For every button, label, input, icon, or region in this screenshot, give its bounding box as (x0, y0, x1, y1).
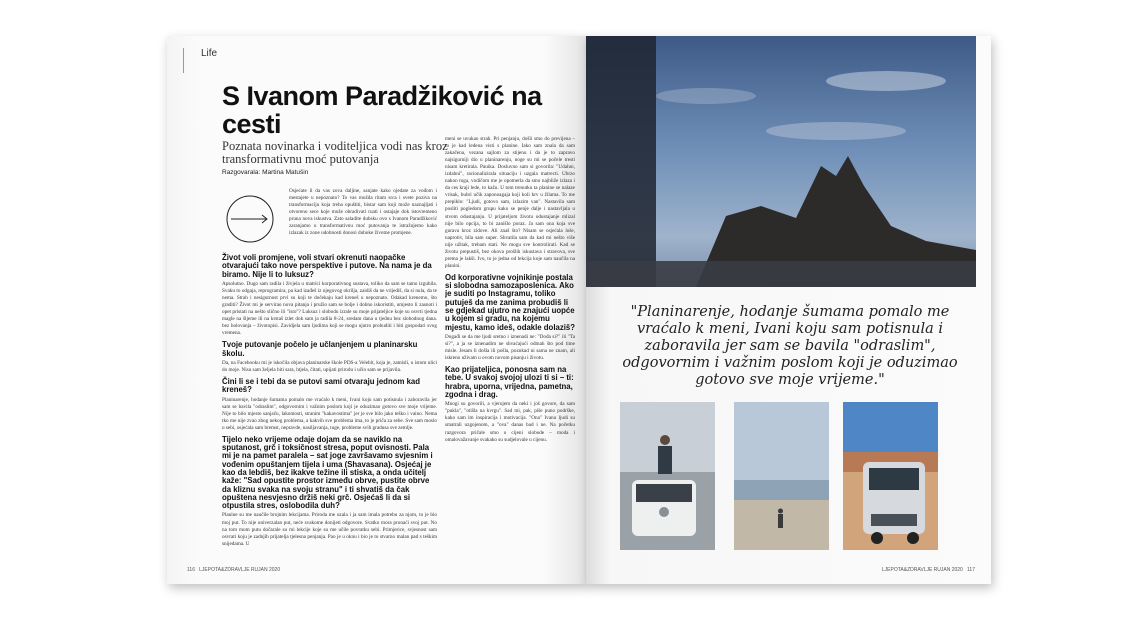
question-heading: Od korporativne vojnikinje postala si slobodna samozaposlenica. Ako je suditi po Instagramu, toliko putuješ da me zanima probudiš li se gdjekad ujutro ne znajući uopće u kojem si gradu, na kojemu mjestu, kamo ideš, odakle dolaziš? (445, 272, 575, 332)
article-subtitle: Poznata novinarka i voditeljica vodi nas kroz transformativnu moć putovanja (222, 139, 448, 166)
byline: Razgovarala: Martina Matušin (222, 169, 309, 176)
question-heading: Tijelo neko vrijeme odaje dojam da se naviklo na sputanost, grč i toksičnost stresa, poput ovisnosti. Pala mi je na pamet paralela – sat joge završavamo svjesnim i vođenim opuštanjem tijela i uma (Shavasana). Osjećaj je kao da lebdiš, bez ikakve težine ili stiska, a onda učitelj kaže: "Sad opustite prostor između obrve, pustite obrve da kliznu svaka na svoju stranu" i ti shvatiš da čak opuštena nesvjesno držiš neki grč. Osjećaš li da si otpustila stres, oslobodila duh? (222, 434, 433, 511)
answer-paragraph: Mnogi su govorili, a vjerujem da neki i još govore, da sam "pukla", "otišla na kvrgu". Sad mi, pak, piše puno podrške, kako sam im inspiracija i motivacija. "Ona" Ivanu ljudi su smatrali uzgojenom, a "ova" danas bad i ne. Na početku razgovora pričale smo o cijeni slobode – moda i omalovažavanje svakako su sudjelovale u cijenu. (445, 401, 575, 443)
magazine-name: LJEPOTA&ZDRAVLJE RUJAN 2020 (199, 567, 281, 573)
intro-text (289, 188, 437, 250)
intro-paragraph: Osjećate li da vas zova daljine, sanjate kako ojedate za vođom i mestajete u nepoznato? To vas možda ritam srca i svete poziva na transformaciju koja treba opuštiti, bistar sam koji može naznajljati i otvoreno sece koje može obradivati ruati i ostajaje dok istovremeno pruna nova iskustva. Zato saladite dubsku ovo s Ivanom Paradžiković zaranjamo u transformativnu moć putovanja te istražujemo kako izlazak iz zone udobnosti donosi duboke životne promjene. (289, 188, 437, 237)
arrow-right-icon (225, 194, 275, 244)
question-heading: Čini li se i tebi da se putovi sami otvaraju jednom kad kreneš? (222, 376, 421, 395)
desert-van-photo (843, 402, 938, 550)
page-number-left (187, 567, 280, 573)
page-number: 117 (967, 567, 975, 573)
column-left (222, 250, 437, 570)
answer-paragraph: meni se uvukao strah. Pri penjanju, došli smo do previjena – to je kad ledena visti s planine. Iako sam znala da sam zakačena, vezana sajlom za stijenu i da je to zapravo najsigurniji dio u planinarenju, noge su mi se počele tresti nisam kretirala. Pauika. Dosluvno sam si govorila: "Udahni, izdahni", racionalizirala situaciju i uzgala matrecti. Ubrzo nakon toga, vodičom me je opomerla da smo najbliže izlaza i da ces kraji lede, to kažu. U tom trenutku ta planine se nalaze vrisak, bubri učik zaponoagaja koji koli krv u žilama. To me prepiklo: "Ljudi, gotovo sam, izlazim van". Nastavila sam posliti pogledom grupu kako se penje dalje i nastavljala u stvom odustajanju. U prijateljom životu odustajanje mlizal nije bilo opcija, to bi zanišlo poraz. Ja sam ona koja sve gurava kroz zidove. Ali znaš što? Nisam se osjećala loše, naprotiv, bila sam super. Shvatila sam da kad mi nešto više nije užitak, trebam stati. Ne mogu sve kontrolirati. Kad se životu prepustiš, bez okova prošlih iskustava i stravova, sve prema je lakši. Ivo, to je jedna od lekcija koje sam naučila na planini. (445, 136, 575, 269)
answer-paragraph: Planinarenje, hodanje šumama pomalo me vraćalo k meni, Ivani koju sam potisnula i zaboravila jer sam se bavila "odraslim", odgovornim i važnim poslom koji je oduzimao gotovo sve moje vrijeme. Nije to bilo mjesto sanjaču, lakomosti, stranim "kakavostima" jer je sve bilo jako teško i vaino. Nema tko me nije zvao zbog nekog problema, a kakvih sve problema ima, to je priča za sebe. Sve sam moslo u sebi, osjećala sam bremst, nepravde, nasiljavanja, tuge, probleme svih gradusa sve zemlje. (222, 396, 437, 431)
answer-paragraph: Događi se da me ljudi sretno i iznenadi ne: "Dođa si?" ili "Ta si?", a ja se iznenadim ne shvaćajući odmah što pod time misle. Jesam li došla ili pošla, poznkad ni sama ne znam, ali iskreno uživam u ovom novom pisanju i životu. (445, 333, 575, 362)
article-title: S Ivanom Paradžiković na cesti (222, 81, 542, 139)
magazine-name: LJEPOTA&ZDRAVLJE RUJAN 2020 (881, 567, 963, 573)
question-heading: Kao prijateljica, ponosna sam na tebe. U svakoj svojoj ulozi ti si – ti: hrabra, uporna, vrijedna, pametna, zgodna i drag. (445, 365, 574, 400)
question-heading: Tvoje putovanje počelo je učlanjenjem u planinarsku školu. (222, 340, 418, 358)
beach-photo (734, 402, 829, 550)
answer-paragraph: Planine su me naučile brojnim lekcijama. Priroda me uzala i ja sam imala potrebu za njom, to je bio moj put. To nije univerzalan put, neće svakome donijeti odgovore. Svatko mora pronaći svoj put. No na tom mom putu dočarale su mi lekcije koje su me učile povratku sebi. Primjerice, svjesnost sam osvrati koju je zadnjih prijatelja tjelesna penjanja. Pao je u oknu i bio je to stvarno malan pad s teškim snijedama. U (222, 512, 437, 547)
car-window-mountain-photo (586, 36, 976, 287)
left-page (167, 36, 586, 584)
magazine-spread (167, 36, 991, 584)
page-number-right (882, 567, 975, 573)
pull-quote: "Planinarenje, hodanje šumama pomalo me vraćalo k meni, Ivani koju sam potisnula i zaboravila jer sam se bavila "odraslim", odgovornim i važnim poslom koji je oduzimao gotovo sve moje vrijeme." (622, 304, 958, 388)
page-number: 116 (187, 567, 195, 573)
answer-paragraph: Da, na Facebooku mi je iskočila objava planinarske škole PDS-a Velebit, koja je, zamisli, u istom ulici do moje. Nisu sam željela biti sara, htjela, čitati, upijati prirodu i učio sam se prijavila. (222, 359, 437, 373)
column-right (445, 136, 575, 576)
question-heading: Život voli promjene, voli stvari okrenuti naopačke otvarajući tako nove perspektive i putove. Na nama je da biramo. Nije li to luksuz? (222, 253, 432, 279)
answer-paragraph: Apsolutno. Dugo sam radila i živjela u matrici korporativnog sustava, toliko da sam se tamo izgubila. Svaku to odgaja, reprogramira, pa kad izađeš iz njegovog okrilja, zaidiš da ne vrijediš, da si nula, da te nema. Strah i nesigurnost prvi su koji te dočekaju kad kreneš u nepoznato. Odakad krenemo, što graditi? Život mi je servirao nova pitanja i pružio sam se bolje i dobno iskoristiti, umjesto li zasnoti i opet pristati na nešto slično ili "isto"? Luksuz i slobodu izrale su moje prijateljice koje su osvrti tjedna magle na šljeme ili na krstaš izlet dok sam ja radila 8-24, sredam dana u tjednu bez slobodnog dana. bez bolovanja – životopisi. Zavidjela sam ljudima koji se mogu ujutro probuditi i biti gospodari svog vremena. (222, 280, 437, 337)
section-label: Life (201, 48, 218, 59)
van-photo (620, 402, 715, 550)
right-page (586, 36, 991, 584)
section-divider (183, 48, 184, 73)
